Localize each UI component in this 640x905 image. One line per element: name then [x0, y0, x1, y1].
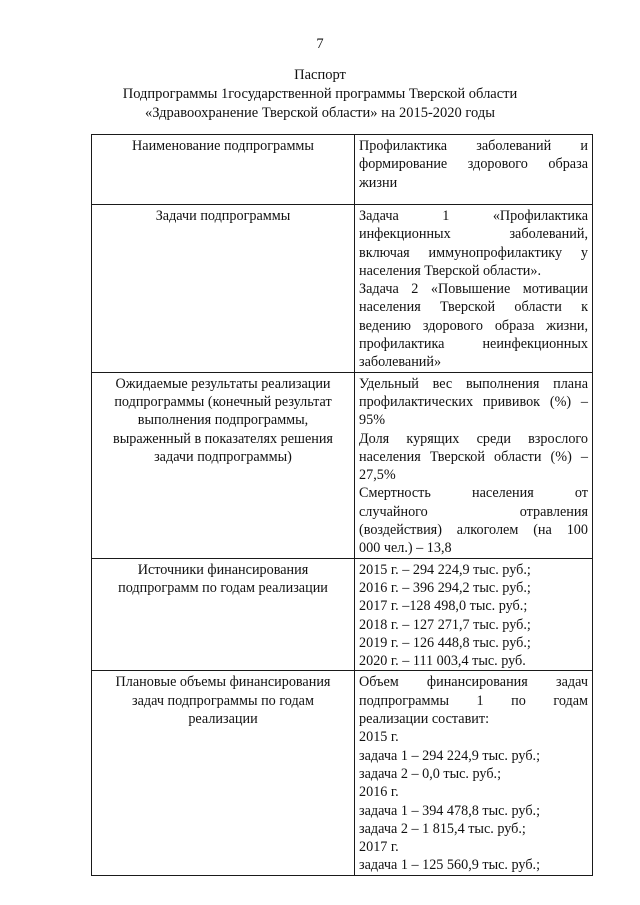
value-line: задача 1 – 394 478,8 тыс. руб.;: [359, 802, 541, 819]
value-line: Объем финансирования задач: [359, 674, 588, 691]
value-line: 2020 г. – 111 003,4 тыс. руб.: [359, 653, 526, 670]
row-label: Задачи подпрограммы: [92, 205, 355, 373]
value-line: населения Тверской области к: [359, 299, 588, 316]
value-line: Задача 2 «Повышение мотивации: [359, 281, 588, 298]
header-title: Паспорт: [294, 67, 346, 83]
table-row: [92, 205, 593, 373]
value-line: задача 1 – 294 224,9 тыс. руб.;: [359, 747, 541, 764]
value-line: ведению здорового образа жизни,: [359, 317, 588, 334]
value-line: подпрограммы 1 по годам: [359, 692, 588, 709]
value-line: инфекционных заболеваний,: [359, 226, 588, 243]
value-line: профилактических прививок (%) –: [359, 393, 588, 410]
table-row: [92, 135, 593, 205]
value-line: 2017 г.: [359, 839, 399, 856]
row-label: Наименование подпрограммы: [92, 135, 355, 205]
value-line: 27,5%: [359, 467, 396, 484]
value-line: заболеваний»: [359, 354, 442, 371]
row-value: [355, 135, 593, 205]
row-label: Ожидаемые результаты реализации подпрограммы (конечный результат выполнения подпрограммы, выраженный в показателях решения задачи подпрограммы): [92, 372, 355, 558]
value-line: включая иммунопрофилактику у: [359, 244, 588, 261]
row-value: [355, 671, 593, 875]
value-line: 2018 г. – 127 271,7 тыс. руб.;: [359, 616, 531, 633]
value-line: формирование здорового образа: [359, 156, 588, 173]
table-row: [92, 558, 593, 671]
value-line: Профилактика заболеваний и: [359, 138, 588, 154]
value-line: 2016 г.: [359, 784, 399, 801]
row-label: Плановые объемы финансирования задач подпрограммы по годам реализации: [92, 671, 355, 875]
value-line: Смертность населения от: [359, 485, 588, 502]
value-line: 2016 г. – 396 294,2 тыс. руб.;: [359, 579, 531, 596]
value-line: 2015 г.: [359, 729, 399, 746]
passport-table: [91, 134, 593, 876]
row-value: [355, 205, 593, 373]
table-row: [92, 671, 593, 875]
row-value: [355, 372, 593, 558]
value-line: 2019 г. – 126 448,8 тыс. руб.;: [359, 634, 531, 651]
row-label: Источники финансирования подпрограмм по годам реализации: [92, 558, 355, 671]
value-line: 2017 г. –128 498,0 тыс. руб.;: [359, 598, 528, 615]
value-line: Удельный вес выполнения плана: [359, 375, 588, 392]
document-header: [0, 66, 640, 123]
row-value: [355, 558, 593, 671]
value-line: 2015 г. – 294 224,9 тыс. руб.;: [359, 561, 531, 578]
value-line: Доля курящих среди взрослого: [359, 430, 588, 447]
table-row: [92, 372, 593, 558]
value-line: жизни: [359, 174, 398, 191]
header-subtitle: Подпрограммы 1государственной программы Тверской области: [122, 86, 518, 102]
value-line: населения Тверской области».: [359, 262, 542, 279]
value-line: задача 1 – 125 560,9 тыс. руб.;: [359, 857, 541, 874]
header-program-name: «Здравоохранение Тверской области» на 2015-2020 годы: [145, 105, 495, 121]
value-line: 95%: [359, 412, 386, 429]
value-line: задача 2 – 0,0 тыс. руб.;: [359, 765, 502, 782]
page-number: 7: [316, 36, 324, 52]
value-line: населения Тверской области (%) –: [359, 448, 588, 465]
value-line: 000 чел.) – 13,8: [359, 540, 452, 557]
value-line: (воздействия) алкоголем (на 100: [359, 522, 588, 539]
value-line: случайного отравления: [359, 503, 588, 520]
value-line: профилактика неинфекционных: [359, 336, 588, 353]
value-line: задача 2 – 1 815,4 тыс. руб.;: [359, 820, 526, 837]
value-line: Задача 1 «Профилактика: [359, 208, 588, 224]
value-line: реализации составит:: [359, 711, 490, 728]
